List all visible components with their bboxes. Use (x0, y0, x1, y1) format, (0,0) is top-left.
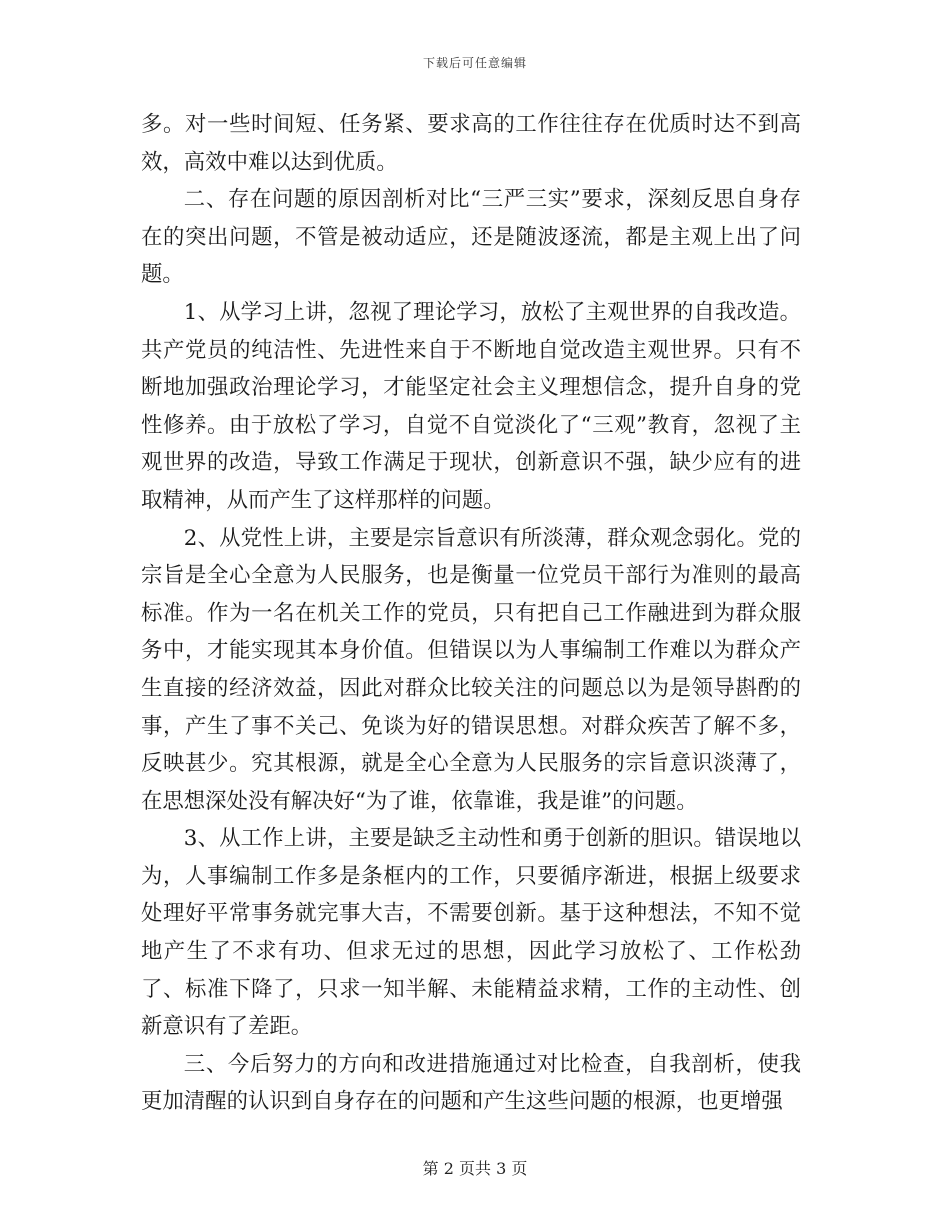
paragraph: 3、从工作上讲，主要是缺乏主动性和勇于创新的胆识。错误地以为，人事编制工作多是条框内的工作，只要循序渐进，根据上级要求处理好平常事务就完事大吉，不需要创新。基于这种想法，不知不觉地产生了不求有功、但求无过的思想，因此学习放松了、工作松劲了、标准下降了，只求一知半解、未能精益求精，工作的主动性、创新意识有了差距。 (141, 826, 801, 1040)
page-header: 下载后可任意编辑 (422, 56, 527, 70)
page-number-footer: 第 2 页共 3 页 (422, 1159, 528, 1178)
paragraph: 1、从学习上讲，忽视了理论学习，放松了主观世界的自我改造。共产党员的纯洁性、先进性来自于不断地自觉改造主观世界。只有不断地加强政治理论学习，才能坚定社会主义理想信念，提升自身的党性修养。由于放松了学习，自觉不自觉淡化了“三观”教育，忽视了主观世界的改造，导致工作满足于现状，创新意识不强，缺少应有的进取精神，从而产生了这样那样的问题。 (141, 299, 801, 513)
paragraph: 多。对一些时间短、任务紧、要求高的工作往往存在优质时达不到高效，高效中难以达到优质。 (141, 112, 801, 175)
paragraph: 二、存在问题的原因剖析对比“三严三实”要求，深刻反思自身存在的突出问题，不管是被动适应，还是随波逐流，都是主观上出了问题。 (141, 187, 801, 288)
paragraph: 2、从党性上讲，主要是宗旨意识有所淡薄，群众观念弱化。党的宗旨是全心全意为人民服务，也是衡量一位党员干部行为准则的最高标准。作为一名在机关工作的党员，只有把自己工作融进到为群众服务中，才能实现其本身价值。但错误以为人事编制工作难以为群众产生直接的经济效益，因此对群众比较关注的问题总以为是领导斟酌的事，产生了事不关己、免谈为好的错误思想。对群众疾苦了解不多，反映甚少。究其根源，就是全心全意为人民服务的宗旨意识淡薄了，在思想深处没有解决好“为了谁，依靠谁，我是谁”的问题。 (141, 525, 801, 814)
paragraph: 三、今后努力的方向和改进措施通过对比检查，自我剖析，使我更加清醒的认识到自身存在的问题和产生这些问题的根源，也更增强 (141, 1051, 801, 1115)
document-body (141, 106, 801, 1121)
